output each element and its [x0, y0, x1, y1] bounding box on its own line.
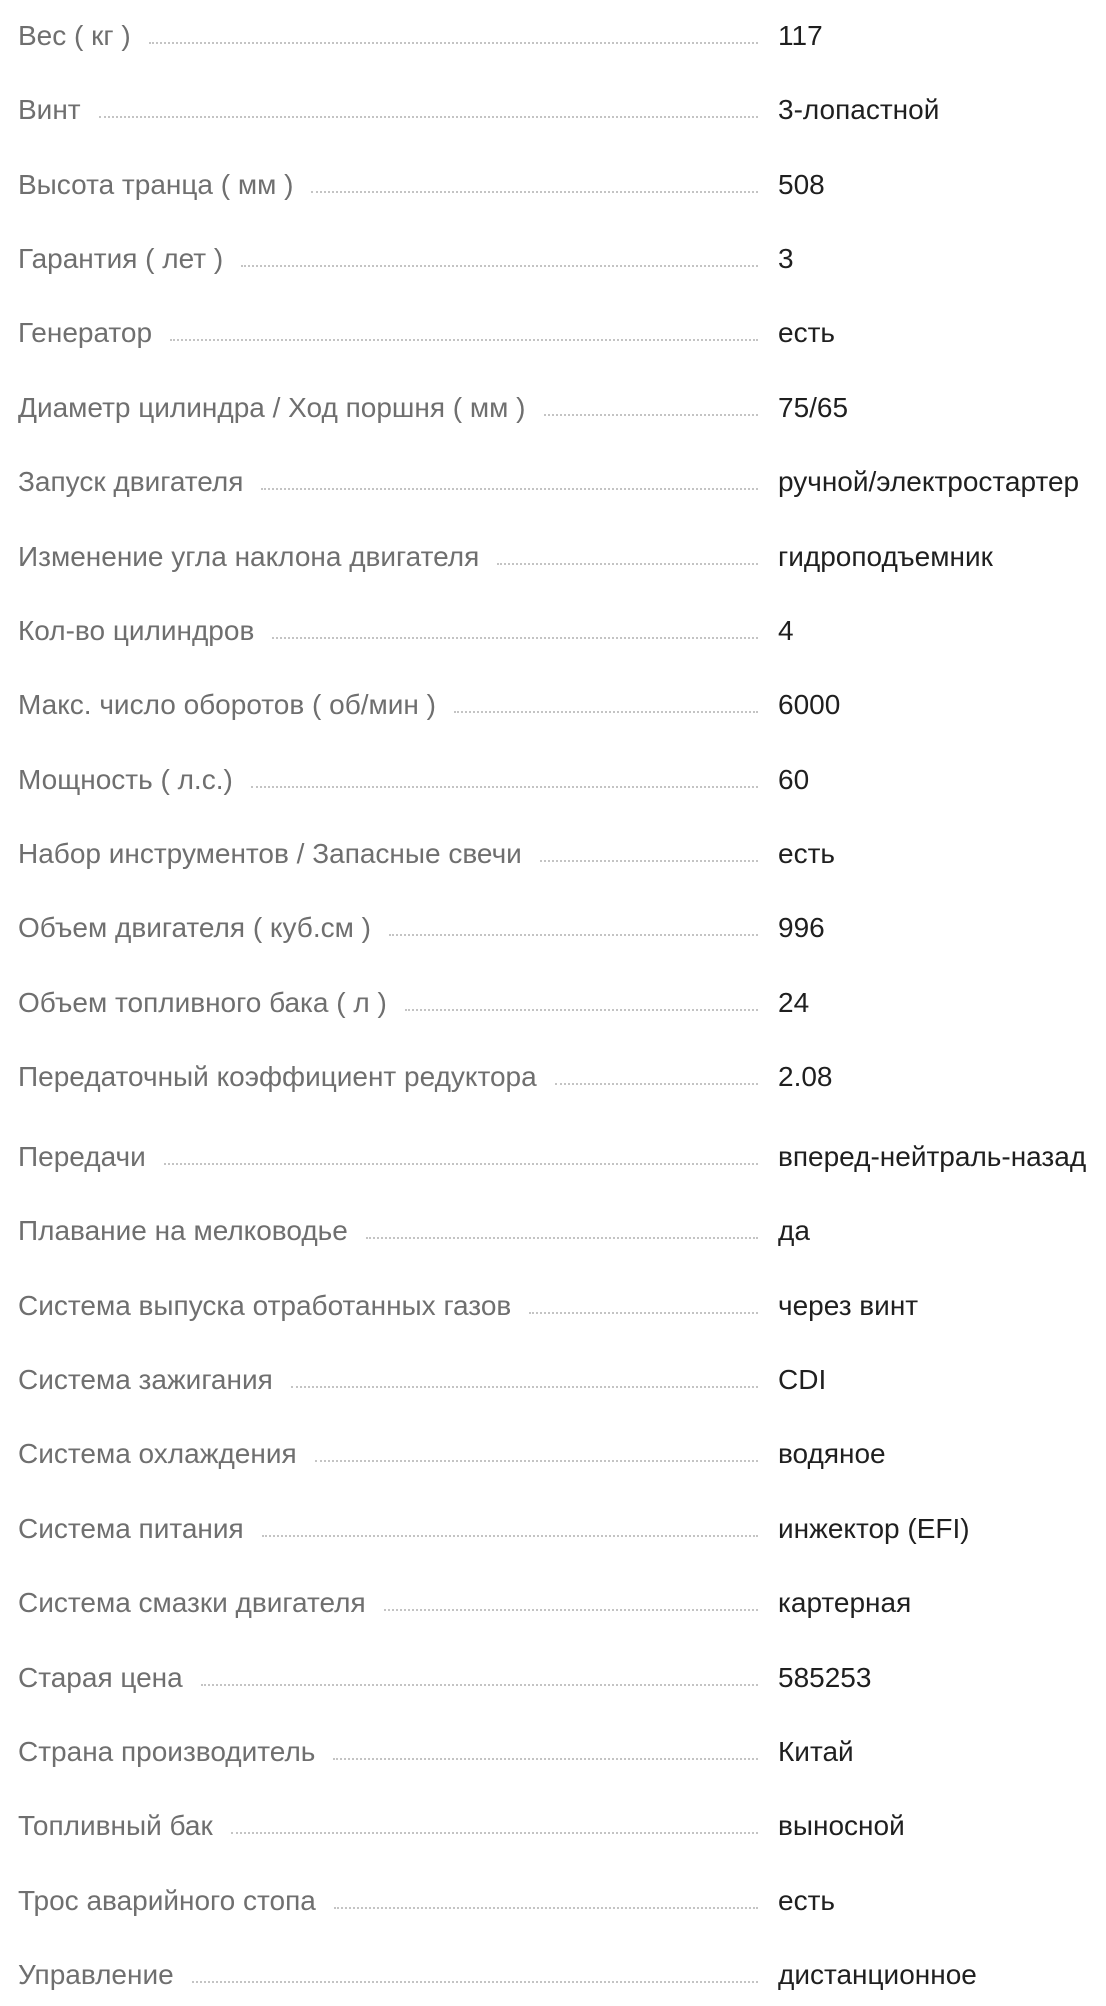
dotted-leader: [384, 1609, 758, 1611]
spec-value: гидроподъемник: [778, 541, 993, 572]
spec-value: есть: [778, 317, 835, 348]
spec-label: Передаточный коэффициент редуктора: [18, 1061, 555, 1093]
spec-label: Система охлаждения: [18, 1438, 315, 1470]
spec-name: [18, 1648, 758, 1708]
spec-value: 508: [778, 169, 825, 200]
spec-name: [18, 1871, 758, 1931]
spec-row: [0, 452, 1106, 512]
dotted-leader: [231, 1832, 758, 1834]
spec-name: [18, 80, 758, 140]
spec-row: [0, 1350, 1106, 1410]
spec-name: [18, 527, 758, 587]
spec-name: [18, 1796, 758, 1856]
spec-name: [18, 973, 758, 1033]
spec-value: 75/65: [778, 392, 849, 423]
dotted-leader: [192, 1981, 758, 1983]
spec-label: Старая цена: [18, 1662, 201, 1694]
spec-value: через винт: [778, 1290, 919, 1321]
spec-value: 585253: [778, 1662, 872, 1693]
spec-row: [0, 1499, 1106, 1559]
spec-value: 996: [778, 912, 825, 943]
spec-label: Топливный бак: [18, 1810, 231, 1842]
spec-label: Диаметр цилиндра / Ход поршня ( мм ): [18, 392, 544, 424]
spec-name: [18, 1945, 758, 2005]
spec-label: Высота транца ( мм ): [18, 169, 311, 201]
spec-row: [0, 1722, 1106, 1782]
spec-label: Система смазки двигателя: [18, 1587, 384, 1619]
spec-label: Набор инструментов / Запасные свечи: [18, 838, 540, 870]
dotted-leader: [272, 637, 758, 639]
spec-label: Система выпуска отработанных газов: [18, 1290, 529, 1322]
dotted-leader: [544, 414, 759, 416]
spec-row: [0, 1796, 1106, 1856]
spec-label: Объем двигателя ( куб.см ): [18, 912, 389, 944]
spec-row: [0, 1945, 1106, 2005]
spec-name: [18, 303, 758, 363]
spec-row: [0, 750, 1106, 810]
spec-row: [0, 898, 1106, 958]
spec-row: [0, 229, 1106, 289]
spec-name: [18, 1722, 758, 1782]
spec-value: водяное: [778, 1438, 886, 1469]
spec-name: [18, 452, 758, 512]
spec-label: Генератор: [18, 317, 170, 349]
spec-value: есть: [778, 1885, 835, 1916]
dotted-leader: [201, 1684, 758, 1686]
spec-value: выносной: [778, 1810, 905, 1841]
spec-name: [18, 378, 758, 438]
dotted-leader: [251, 786, 758, 788]
spec-row: [0, 1276, 1106, 1336]
spec-row: [0, 155, 1106, 215]
dotted-leader: [261, 488, 758, 490]
spec-label: Страна производитель: [18, 1736, 333, 1768]
spec-value: вперед-нейтраль-назад: [778, 1141, 1087, 1172]
dotted-leader: [99, 116, 758, 118]
spec-row: [0, 675, 1106, 735]
spec-value: 117: [778, 20, 823, 51]
dotted-leader: [454, 711, 758, 713]
spec-value: Китай: [778, 1736, 854, 1767]
spec-name: [18, 1047, 758, 1107]
spec-name: [18, 1350, 758, 1410]
dotted-leader: [262, 1535, 758, 1537]
spec-name: [18, 1573, 758, 1633]
spec-value: CDI: [778, 1364, 827, 1395]
spec-row: [0, 80, 1106, 140]
spec-value: 2.08: [778, 1061, 833, 1092]
spec-name: [18, 1424, 758, 1484]
spec-value: 60: [778, 764, 810, 795]
spec-value: дистанционное: [778, 1959, 977, 1990]
spec-row: [0, 1047, 1106, 1107]
dotted-leader: [389, 934, 758, 936]
dotted-leader: [334, 1907, 758, 1909]
dotted-leader: [170, 339, 758, 341]
spec-row: [0, 973, 1106, 1033]
spec-label: Винт: [18, 94, 99, 126]
dotted-leader: [164, 1163, 758, 1165]
spec-name: [18, 675, 758, 735]
spec-value: ручной/электростартер: [778, 466, 1080, 497]
dotted-leader: [405, 1009, 758, 1011]
spec-row: [0, 1871, 1106, 1931]
spec-value: да: [778, 1215, 810, 1246]
spec-value: 4: [778, 615, 794, 646]
spec-name: [18, 1127, 758, 1187]
spec-label: Запуск двигателя: [18, 466, 261, 498]
spec-name: [18, 1499, 758, 1559]
spec-label: Система питания: [18, 1513, 262, 1545]
spec-name: [18, 1276, 758, 1336]
spec-value: есть: [778, 838, 835, 869]
spec-value: 3-лопастной: [778, 94, 940, 125]
dotted-leader: [311, 191, 758, 193]
spec-label: Вес ( кг ): [18, 20, 149, 52]
dotted-leader: [333, 1758, 758, 1760]
dotted-leader: [315, 1460, 758, 1462]
spec-value: картерная: [778, 1587, 912, 1618]
spec-row: [0, 378, 1106, 438]
spec-label: Плавание на мелководье: [18, 1215, 366, 1247]
spec-row: [0, 1648, 1106, 1708]
dotted-leader: [241, 265, 758, 267]
spec-name: [18, 6, 758, 66]
spec-row: [0, 6, 1106, 66]
dotted-leader: [497, 563, 758, 565]
spec-row: [0, 824, 1106, 884]
spec-name: [18, 1201, 758, 1261]
dotted-leader: [540, 860, 758, 862]
spec-label: Трос аварийного стопа: [18, 1885, 334, 1917]
spec-value: инжектор (EFI): [778, 1513, 970, 1544]
dotted-leader: [149, 42, 758, 44]
spec-label: Передачи: [18, 1141, 164, 1173]
dotted-leader: [291, 1386, 758, 1388]
spec-name: [18, 750, 758, 810]
spec-row: [0, 1424, 1106, 1484]
spec-label: Объем топливного бака ( л ): [18, 987, 405, 1019]
spec-label: Гарантия ( лет ): [18, 243, 241, 275]
spec-value: 6000: [778, 689, 841, 720]
dotted-leader: [366, 1237, 758, 1239]
spec-row: [0, 1127, 1106, 1187]
spec-value: 24: [778, 987, 810, 1018]
spec-name: [18, 155, 758, 215]
spec-row: [0, 527, 1106, 587]
spec-row: [0, 601, 1106, 661]
spec-name: [18, 229, 758, 289]
spec-row: [0, 1573, 1106, 1633]
dotted-leader: [529, 1312, 758, 1314]
spec-row: [0, 303, 1106, 363]
spec-label: Кол-во цилиндров: [18, 615, 272, 647]
spec-value: 3: [778, 243, 794, 274]
spec-row: [0, 1201, 1106, 1261]
spec-label: Система зажигания: [18, 1364, 291, 1396]
spec-name: [18, 601, 758, 661]
spec-label: Управление: [18, 1959, 192, 1991]
spec-name: [18, 824, 758, 884]
spec-label: Макс. число оборотов ( об/мин ): [18, 689, 454, 721]
spec-name: [18, 898, 758, 958]
dotted-leader: [555, 1083, 758, 1085]
spec-label: Изменение угла наклона двигателя: [18, 541, 497, 573]
spec-label: Мощность ( л.с.): [18, 764, 251, 796]
